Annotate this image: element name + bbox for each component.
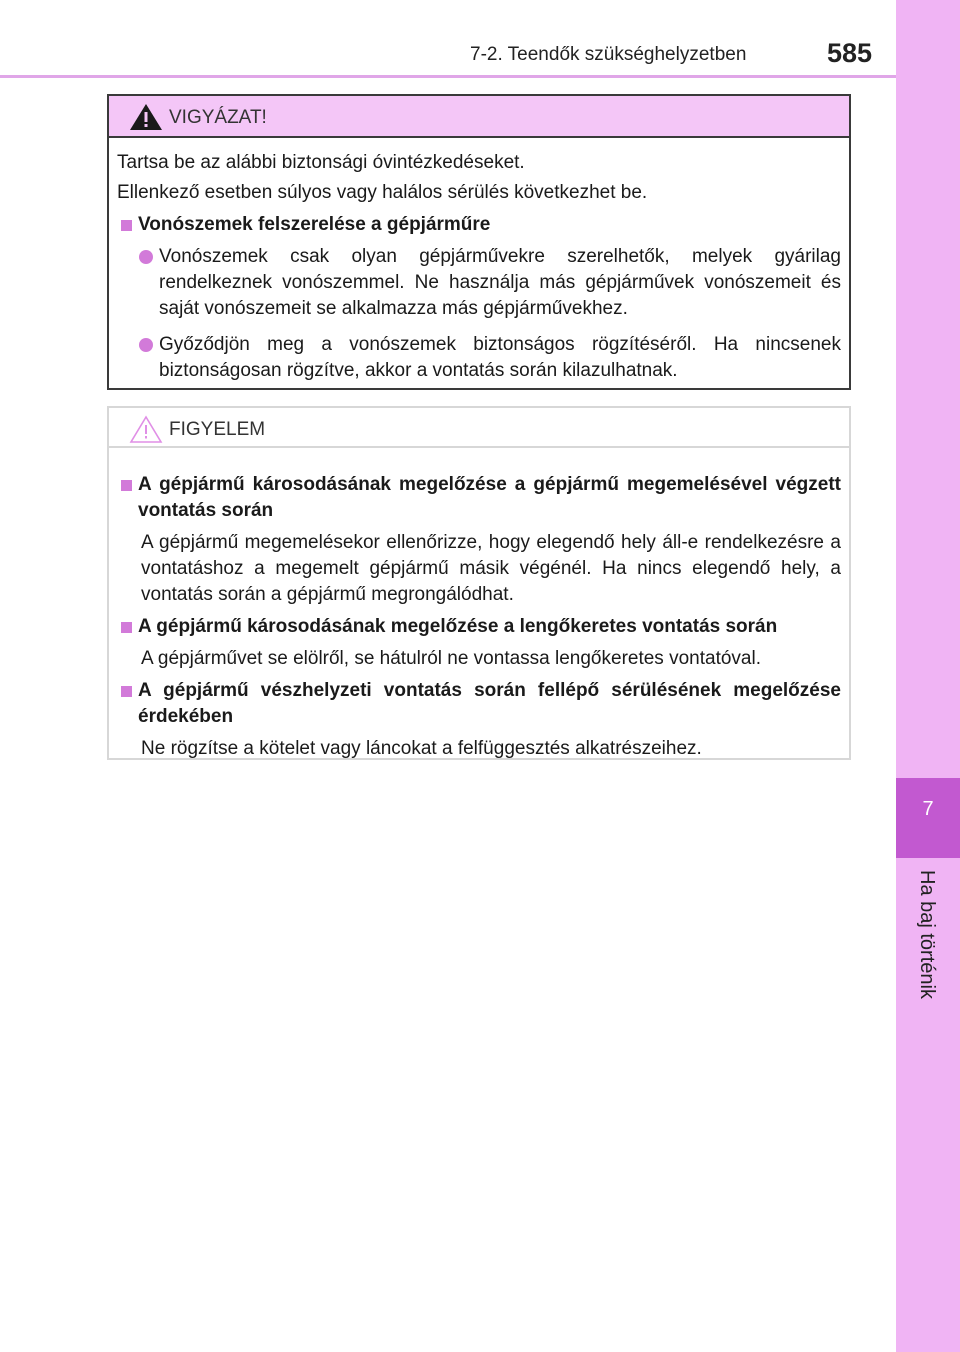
notice-section-text: Ne rögzítse a kötelet vagy láncokat a felfüggesztés alkatrészeihez. [141,738,702,759]
notice-section [117,472,841,524]
square-bullet-icon [121,220,132,231]
warning-box-body [109,138,849,384]
header-rule [0,75,896,78]
warning-bullet [139,244,841,322]
warning-box-title: VIGYÁZAT! [169,107,267,128]
warning-box-header [109,96,849,138]
square-bullet-icon [121,686,132,697]
notice-section [117,678,841,730]
warning-section [117,212,841,238]
header-title: 7-2. Teendők szükséghelyzetben [470,44,747,65]
notice-box-body [109,448,849,762]
square-bullet-icon [121,480,132,491]
notice-section-title: A gépjármű károsodásának megelőzése a gépjármű megemelésével végzett vontatás során [138,474,841,521]
warning-triangle-icon [129,103,163,131]
notice-section-text: A gépjármű megemelésekor ellenőrizze, hogy elegendő hely áll-e rendelkezésre a vontatáshoz a megemelt gépjármű másik végénél. Ha nincs elegendő hely, a vontatás során a gépjármű megrongálódhat. [141,532,841,605]
warning-bullet-text: Győződjön meg a vonószemek biztonságos rögzítéséről. Ha nincsenek biztonságosan rögzítve, akkor a vontatás során kilazulhatnak. [159,334,841,381]
notice-box [107,406,851,760]
chapter-number-tab: 7 [896,778,960,858]
page-number: 585 [827,38,873,68]
side-tab-strip [896,0,960,1352]
warning-bullet [139,332,841,384]
notice-box-title: FIGYELEM [169,419,266,440]
warning-box [107,94,851,390]
warning-section-title: Vonószemek felszerelése a gépjárműre [138,214,491,235]
square-bullet-icon [121,622,132,633]
round-bullet-icon [139,338,153,352]
notice-section-text: A gépjárművet se elölről, se hátulról ne vontassa lengőkeretes vontatóval. [141,648,761,669]
warning-intro-line: Tartsa be az alábbi biztonsági óvintézkedéseket. [117,152,525,173]
notice-box-header [109,408,849,448]
warning-bullet-text: Vonószemek csak olyan gépjárművekre szerelhetők, melyek gyárilag rendelkeznek vonószemmel. Ne használja más gépjárművek vonószemeit és saját vonószemeit se alkalmazza más gépjárművekhez. [159,246,841,319]
caution-triangle-icon [129,415,163,443]
notice-section-title: A gépjármű vészhelyzeti vontatás során fellépő sérülésének megelőzése érdekében [138,680,841,727]
round-bullet-icon [139,250,153,264]
notice-section-title: A gépjármű károsodásának megelőzése a lengőkeretes vontatás során [138,616,778,637]
notice-section [117,614,841,640]
warning-intro-line: Ellenkező esetben súlyos vagy halálos sérülés következhet be. [117,182,648,203]
chapter-label: Ha baj történik [916,870,938,999]
